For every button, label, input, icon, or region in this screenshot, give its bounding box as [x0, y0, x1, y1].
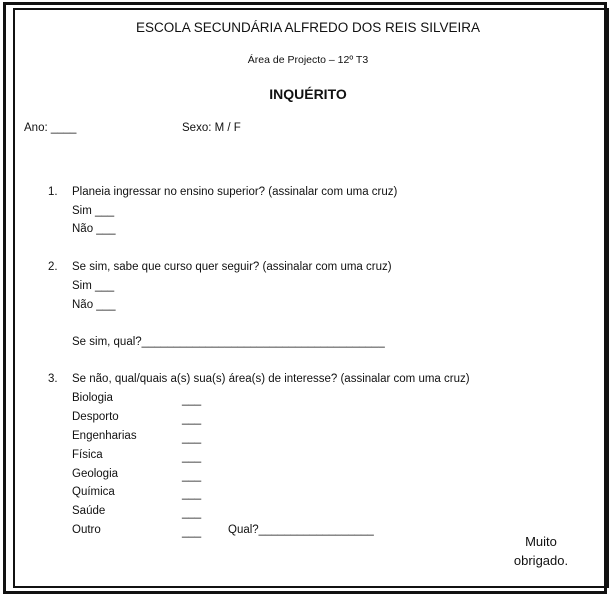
area-label-engenharias: Engenharias: [72, 430, 137, 442]
q2-number: 2.: [48, 261, 58, 273]
area-blank-engenharias[interactable]: ___: [182, 432, 202, 444]
q2-text: Se sim, sabe que curso quer seguir? (assinalar com uma cruz): [72, 261, 392, 273]
area-label-outro: Outro: [72, 524, 101, 536]
ano-field[interactable]: Ano: ____: [24, 122, 77, 134]
closing-line-2: obrigado.: [513, 553, 569, 568]
q1-option-nao[interactable]: Não ___: [72, 223, 116, 235]
q1-option-sim[interactable]: Sim ___: [72, 205, 115, 217]
q2-option-nao[interactable]: Não ___: [72, 299, 116, 311]
q1-number: 1.: [48, 186, 58, 198]
area-blank-geologia[interactable]: ___: [182, 470, 202, 482]
q3-text: Se não, qual/quais a(s) sua(s) área(s) de interesse? (assinalar com uma cruz): [72, 373, 470, 385]
closing-thanks: [501, 532, 581, 570]
q3-other-field[interactable]: Qual?__________________: [228, 524, 374, 536]
area-blank-saude[interactable]: ___: [182, 507, 202, 519]
document-title: INQUÉRITO: [269, 86, 347, 102]
area-blank-quimica[interactable]: ___: [182, 488, 202, 500]
q2-followup-field[interactable]: Se sim, qual?______________________________________: [72, 336, 385, 348]
area-label-geologia: Geologia: [72, 468, 119, 480]
area-label-fisica: Física: [72, 449, 103, 461]
area-label-quimica: Química: [72, 486, 115, 498]
area-label-desporto: Desporto: [72, 411, 119, 423]
closing-line-1: Muito: [525, 534, 557, 549]
area-blank-fisica[interactable]: ___: [182, 451, 202, 463]
area-label-saude: Saúde: [72, 505, 106, 517]
area-label-biologia: Biologia: [72, 392, 113, 404]
q1-text: Planeia ingressar no ensino superior? (assinalar com uma cruz): [72, 186, 398, 198]
subtitle: Área de Projecto – 12º T3: [247, 54, 369, 66]
area-blank-desporto[interactable]: ___: [182, 413, 202, 425]
q3-number: 3.: [48, 373, 58, 385]
sexo-field[interactable]: Sexo: M / F: [182, 122, 241, 134]
area-blank-outro[interactable]: ___: [182, 526, 202, 538]
q2-option-sim[interactable]: Sim ___: [72, 280, 115, 292]
area-blank-biologia[interactable]: ___: [182, 394, 202, 406]
school-name: ESCOLA SECUNDÁRIA ALFREDO DOS REIS SILVEIRA: [135, 20, 481, 35]
